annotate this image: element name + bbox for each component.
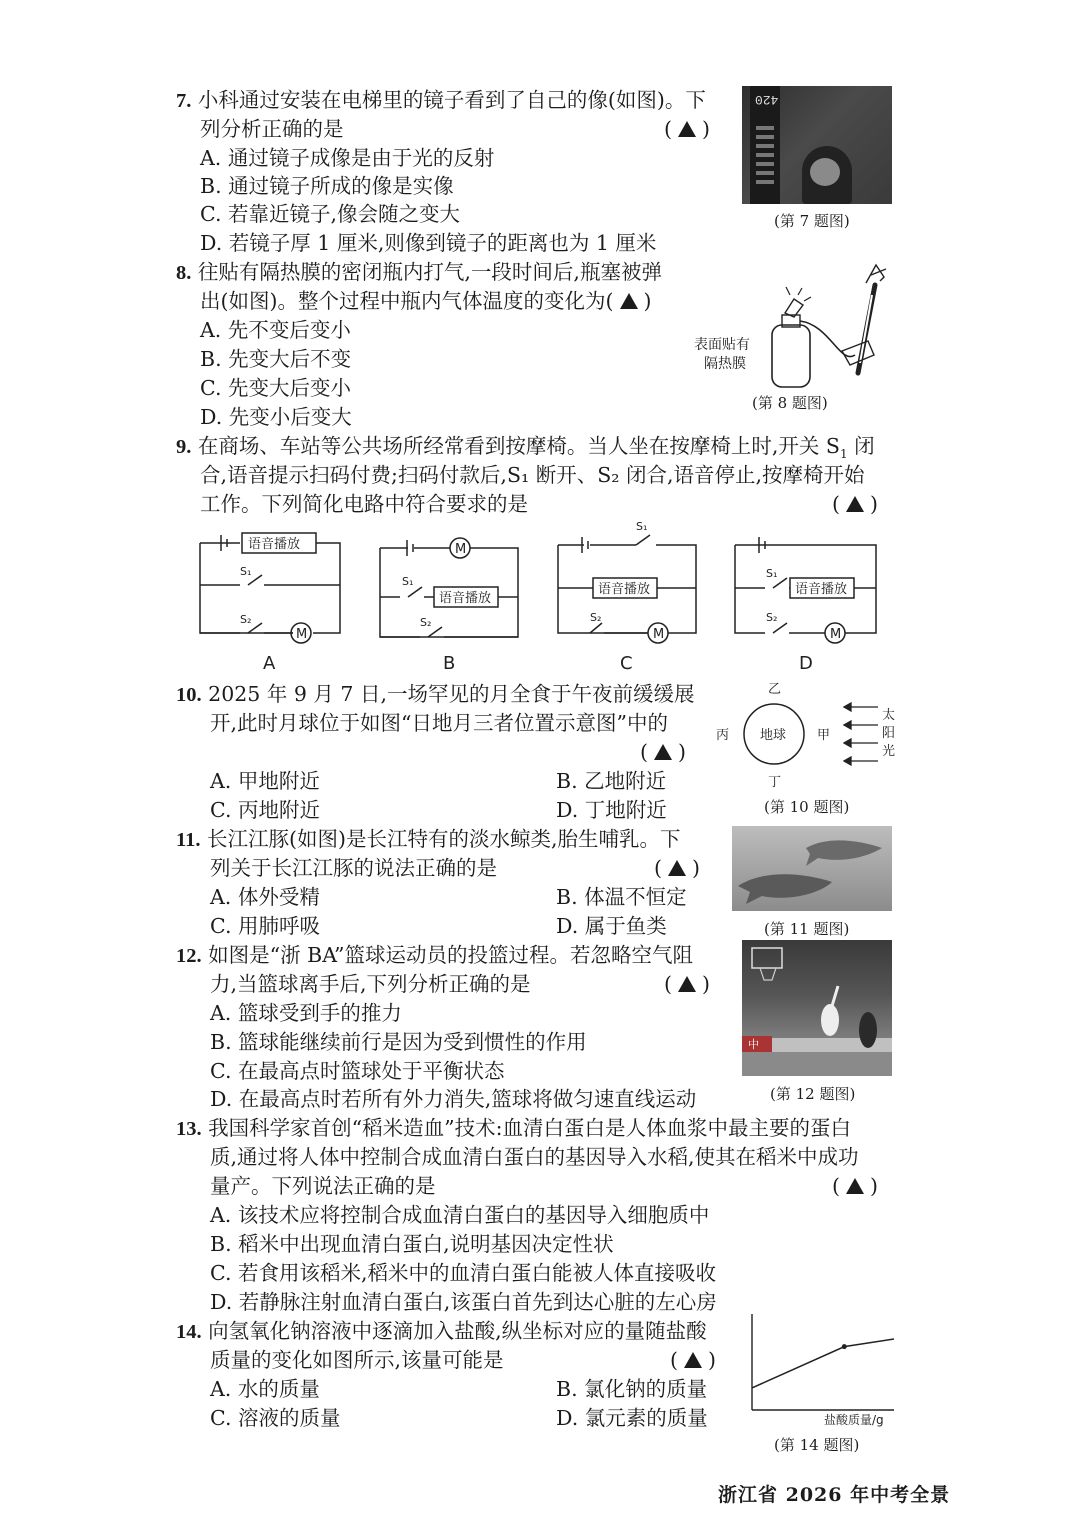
q10-option-d: D. 丁地附近 bbox=[556, 798, 667, 822]
circuit-label-d: D bbox=[799, 653, 813, 674]
svg-text:阳: 阳 bbox=[882, 726, 896, 741]
q8-pump-diagram bbox=[690, 255, 900, 395]
answer-triangle-icon bbox=[654, 744, 672, 760]
q11-option-b: B. 体温不恒定 bbox=[556, 885, 687, 909]
x-axis-label: 盐酸质量/g bbox=[824, 1413, 884, 1427]
q7-caption: (第 7 题图) bbox=[774, 212, 850, 230]
svg-text:S₂: S₂ bbox=[766, 611, 778, 624]
q11-option-d: D. 属于鱼类 bbox=[556, 914, 667, 938]
q10-sun-earth-moon-diagram bbox=[710, 678, 900, 798]
q7-number: 7. bbox=[176, 90, 192, 112]
label-bing: 丙 bbox=[716, 728, 730, 743]
q11-stem-line2: 列关于长江江豚的说法正确的是 bbox=[210, 856, 497, 880]
q7-elevator-photo bbox=[742, 86, 892, 204]
porpoise-icon bbox=[738, 874, 832, 904]
svg-text:太: 太 bbox=[882, 708, 896, 723]
q12-caption: (第 12 题图) bbox=[770, 1085, 856, 1103]
label-ding: 丁 bbox=[768, 775, 782, 790]
sunlight-arrows bbox=[844, 703, 878, 765]
q14-caption: (第 14 题图) bbox=[774, 1436, 860, 1454]
q10-stem-line2: 开,此时月球位于如图“日地月三者位置示意图”中的 bbox=[210, 711, 668, 735]
backboard-icon bbox=[752, 948, 782, 968]
q14-stem-line1: 14. 向氢氧化钠溶液中逐滴加入盐酸,纵坐标对应的量随盐酸 bbox=[176, 1319, 707, 1343]
label-jia: 甲 bbox=[817, 728, 831, 743]
q8-label-line1: 表面贴有 bbox=[694, 337, 750, 353]
q11-option-c: C. 用肺呼吸 bbox=[210, 914, 320, 938]
q14-option-a: A. 水的质量 bbox=[210, 1377, 320, 1401]
elevator-buttons bbox=[756, 126, 774, 186]
q11-option-a: A. 体外受精 bbox=[210, 885, 320, 909]
q10-option-b: B. 乙地附近 bbox=[556, 769, 667, 793]
q9-stem-line3: 工作。下列简化电路中符合要求的是 bbox=[200, 492, 528, 516]
q13-option-d: D. 若静脉注射血清白蛋白,该蛋白首先到达心脏的左心房 bbox=[210, 1290, 717, 1314]
svg-text:S₁: S₁ bbox=[636, 520, 648, 533]
svg-text:语音播放: 语音播放 bbox=[439, 591, 492, 606]
player-shooting-icon bbox=[821, 1004, 839, 1036]
circuit-label-c: C bbox=[620, 653, 633, 674]
q14-stem-line2: 质量的变化如图所示,该量可能是 bbox=[210, 1348, 504, 1372]
q7-option-c: C. 若靠近镜子,像会随之变大 bbox=[200, 202, 461, 226]
q12-option-b: B. 篮球能继续前行是因为受到惯性的作用 bbox=[210, 1030, 587, 1054]
answer-triangle-icon bbox=[846, 1178, 864, 1194]
q14-option-d: D. 氯元素的质量 bbox=[556, 1406, 708, 1430]
hoop-net-icon bbox=[760, 968, 776, 980]
q12-banner-text: 中 bbox=[748, 1038, 759, 1051]
svg-text:S₂: S₂ bbox=[590, 611, 602, 624]
q14-answer-paren: ( ) bbox=[670, 1348, 716, 1372]
bottle-icon bbox=[772, 325, 810, 387]
q13-answer-paren: ( ) bbox=[832, 1174, 878, 1198]
answer-triangle-icon bbox=[620, 293, 638, 309]
series-breakpoint bbox=[842, 1344, 847, 1349]
q8-option-a: A. 先不变后变小 bbox=[200, 318, 351, 342]
circuit-label-a: A bbox=[263, 653, 276, 674]
circuit-a-voice-label: 语音播放 bbox=[248, 537, 301, 552]
q10-option-a: A. 甲地附近 bbox=[210, 769, 320, 793]
circuit-a-motor-label: M bbox=[296, 627, 308, 642]
q8-option-d: D. 先变小后变大 bbox=[200, 405, 352, 429]
stopper-icon bbox=[785, 299, 803, 317]
q7-answer-paren: ( ) bbox=[664, 117, 710, 141]
label-yi: 乙 bbox=[768, 682, 782, 697]
q12-stem-line1: 12. 如图是“浙 BA”篮球运动员的投篮过程。若忽略空气阻 bbox=[176, 943, 693, 967]
q9-circuits bbox=[190, 515, 890, 680]
q12-stem-line2: 力,当篮球离手后,下列分析正确的是 bbox=[210, 972, 531, 996]
q10-option-c: C. 丙地附近 bbox=[210, 798, 320, 822]
q14-option-c: C. 溶液的质量 bbox=[210, 1406, 341, 1430]
q8-stem-line2: 出(如图)。整个过程中瓶内气体温度的变化为( ) bbox=[200, 289, 652, 313]
q8-caption: (第 8 题图) bbox=[752, 394, 828, 412]
svg-text:M: M bbox=[455, 542, 467, 557]
q12-basketball-photo bbox=[742, 940, 892, 1076]
q12-option-c: C. 在最高点时篮球处于平衡状态 bbox=[210, 1059, 505, 1083]
elevator-display: 420 bbox=[755, 92, 779, 107]
answer-triangle-icon bbox=[678, 976, 696, 992]
answer-triangle-icon bbox=[678, 121, 696, 137]
page-footer: 浙江省 2026 年中考全景 bbox=[718, 1484, 951, 1506]
svg-text:S₁: S₁ bbox=[240, 565, 252, 578]
q10-answer-paren: ( ) bbox=[640, 740, 686, 764]
q7-stem-line2: 列分析正确的是 bbox=[200, 117, 344, 141]
q11-answer-paren: ( ) bbox=[654, 856, 700, 880]
series-line bbox=[752, 1339, 894, 1388]
q12-option-a: A. 篮球受到手的推力 bbox=[210, 1001, 402, 1025]
q10-stem-line1: 10. 2025 年 9 月 7 日,一场罕见的月全食于午夜前缓缓展 bbox=[176, 682, 695, 706]
player-defending-icon bbox=[859, 1012, 877, 1048]
q14-line-chart bbox=[744, 1310, 900, 1428]
q8-label-line2: 隔热膜 bbox=[704, 356, 746, 372]
q10-caption: (第 10 题图) bbox=[764, 798, 850, 816]
q7-option-d: D. 若镜子厚 1 厘米,则像到镜子的距离也为 1 厘米 bbox=[200, 231, 657, 255]
hand-bottom-icon bbox=[842, 341, 874, 365]
svg-text:S₁: S₁ bbox=[766, 567, 778, 580]
svg-text:语音播放: 语音播放 bbox=[598, 582, 651, 597]
q13-option-b: B. 稻米中出现血清白蛋白,说明基因决定性状 bbox=[210, 1232, 614, 1256]
q7-option-b: B. 通过镜子所成的像是实像 bbox=[200, 174, 454, 198]
circuit-b bbox=[380, 538, 518, 637]
hose bbox=[800, 321, 855, 357]
svg-text:光: 光 bbox=[882, 744, 896, 759]
svg-text:S₁: S₁ bbox=[402, 575, 414, 588]
q8-option-b: B. 先变大后不变 bbox=[200, 347, 352, 371]
q8-stem-line1: 8. 往贴有隔热膜的密闭瓶内打气,一段时间后,瓶塞被弹 bbox=[176, 260, 662, 284]
q7-stem-line1: 7. 小科通过安装在电梯里的镜子看到了自己的像(如图)。下 bbox=[176, 88, 706, 112]
q14-option-b: B. 氯化钠的质量 bbox=[556, 1377, 708, 1401]
q13-stem-line2: 质,通过将人体中控制合成血清白蛋白的基因导入水稻,使其在稻米中成功 bbox=[210, 1145, 859, 1169]
q9-stem-line2: 合,语音提示扫码付费;扫码付款后,S₁ 断开、S₂ 闭合,语音停止,按摩椅开始 bbox=[200, 463, 865, 487]
q12-answer-paren: ( ) bbox=[664, 972, 710, 996]
q13-option-a: A. 该技术应将控制合成血清白蛋白的基因导入细胞质中 bbox=[210, 1203, 710, 1227]
svg-text:S₂: S₂ bbox=[240, 613, 252, 626]
svg-text:S₂: S₂ bbox=[420, 616, 432, 629]
q9-stem-line1: 9. 在商场、车站等公共场所经常看到按摩椅。当人坐在按摩椅上时,开关 $S_1$ 闭 bbox=[176, 434, 875, 462]
answer-triangle-icon bbox=[684, 1352, 702, 1368]
q11-porpoise-photo bbox=[732, 826, 892, 911]
svg-text:M: M bbox=[830, 627, 842, 642]
porpoise-icon bbox=[806, 840, 882, 866]
svg-text:语音播放: 语音播放 bbox=[795, 582, 848, 597]
q9-answer-paren: ( ) bbox=[832, 492, 878, 516]
q13-option-c: C. 若食用该稻米,稻米中的血清白蛋白能被人体直接吸收 bbox=[210, 1261, 717, 1285]
q11-stem-line1: 11. 长江江豚(如图)是长江特有的淡水鲸类,胎生哺乳。下 bbox=[176, 827, 681, 851]
earth-label: 地球 bbox=[760, 728, 787, 743]
circuit-label-b: B bbox=[443, 653, 456, 674]
answer-triangle-icon bbox=[668, 860, 686, 876]
svg-text:M: M bbox=[653, 627, 665, 642]
q13-stem-line1: 13. 我国科学家首创“稻米造血”技术:血清白蛋白是人体血浆中最主要的蛋白 bbox=[176, 1116, 852, 1140]
answer-triangle-icon bbox=[846, 496, 864, 512]
person-face bbox=[810, 158, 840, 186]
hand-top-icon bbox=[866, 265, 886, 283]
q8-option-c: C. 先变大后变小 bbox=[200, 376, 351, 400]
q12-option-d: D. 在最高点时若所有外力消失,篮球将做匀速直线运动 bbox=[210, 1087, 697, 1111]
q11-caption: (第 11 题图) bbox=[764, 920, 850, 938]
q13-stem-line3: 量产。下列说法正确的是 bbox=[210, 1174, 436, 1198]
q7-option-a: A. 通过镜子成像是由于光的反射 bbox=[200, 146, 495, 170]
